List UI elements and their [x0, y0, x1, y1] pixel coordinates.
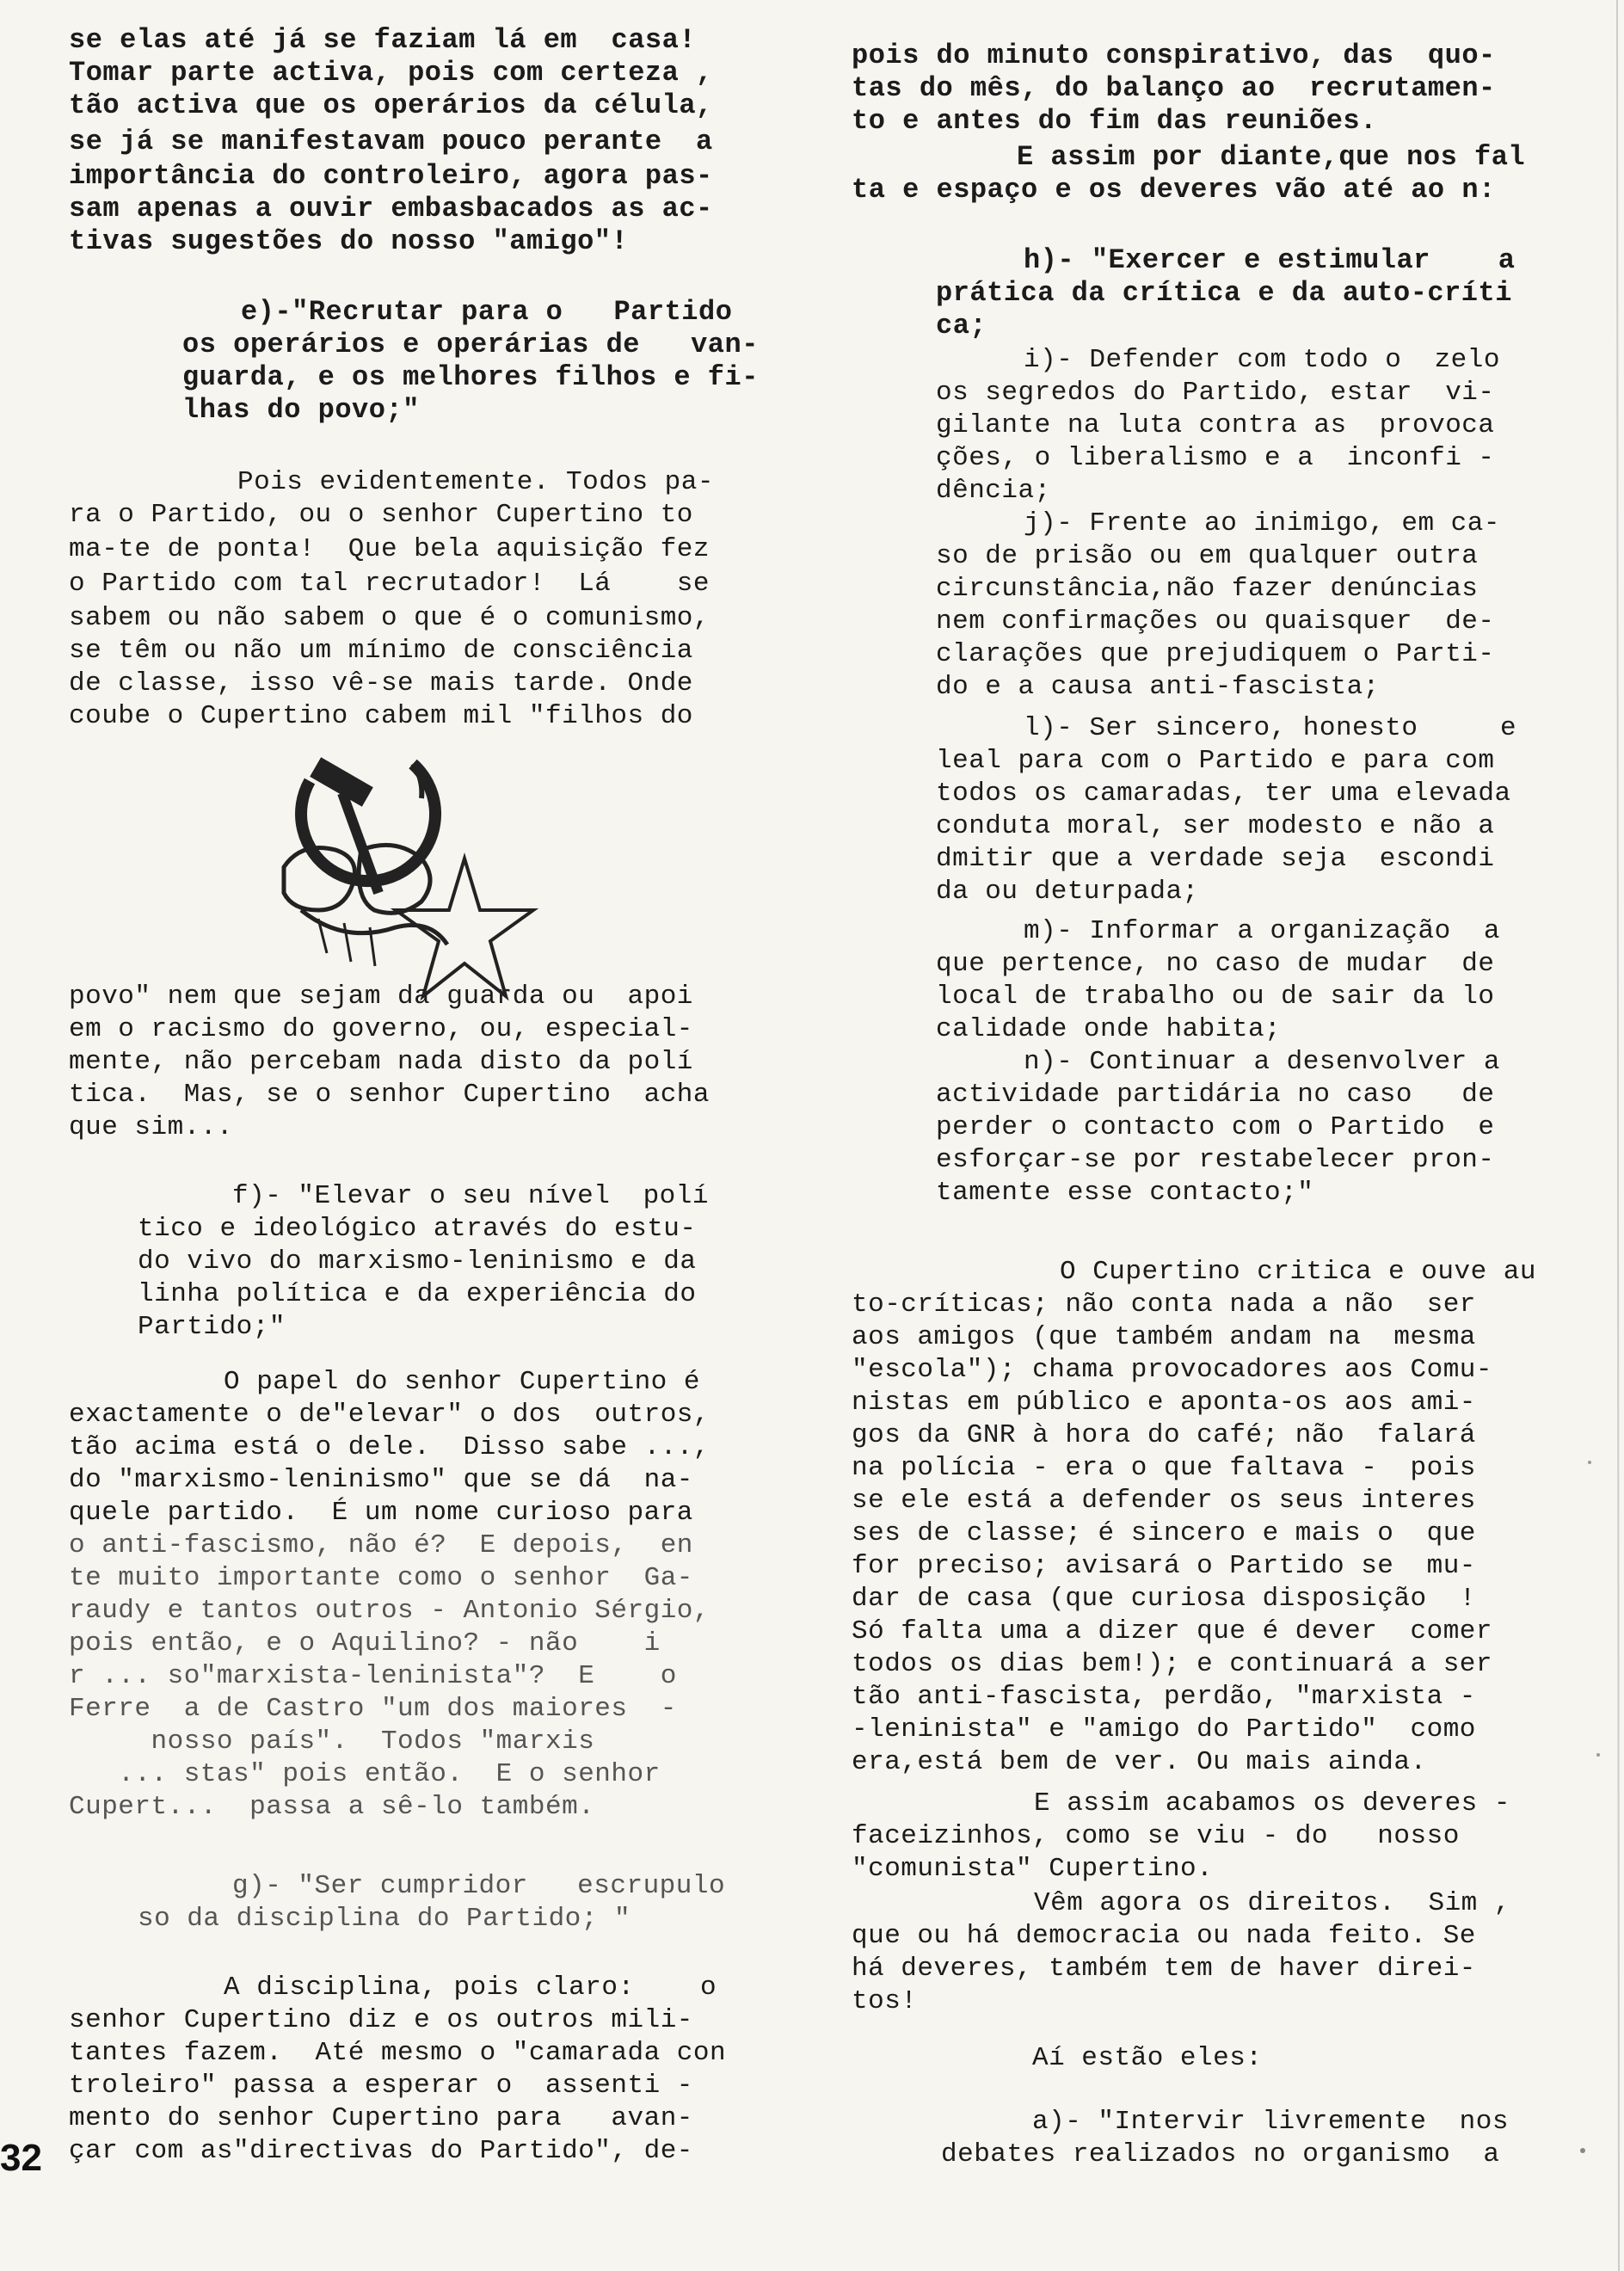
text-line: tas do mês, do balanço ao recrutamen-	[852, 72, 1496, 104]
text-line: perder o contacto com o Partido e	[936, 1112, 1495, 1142]
text-line: era,está bem de ver. Ou mais ainda.	[852, 1747, 1427, 1777]
text-line: Vêm agora os direitos. Sim ,	[1034, 1888, 1510, 1918]
text-line: exactamente o de"elevar" o dos outros,	[69, 1400, 710, 1430]
text-line: nem confirmações ou quaisquer de-	[936, 606, 1495, 637]
text-line: Pois evidentemente. Todos pa-	[237, 467, 714, 497]
text-line: "escola"); chama provocadores aos Comu-	[852, 1355, 1493, 1385]
text-line: se ele está a defender os seus interes	[852, 1486, 1476, 1516]
text-line: Cupert... passa a sê-lo também.	[69, 1792, 595, 1822]
text-line: pois do minuto conspirativo, das quo-	[852, 40, 1496, 71]
text-line: ra o Partido, ou o senhor Cupertino to	[69, 500, 693, 530]
text-line: faceizinhos, como se viu - do nosso	[852, 1821, 1460, 1851]
text-line: Partido;"	[138, 1312, 286, 1342]
text-line: que sim...	[69, 1112, 234, 1142]
text-line: há deveres, também tem de haver direi-	[852, 1954, 1476, 1984]
text-line: todos os camaradas, ter uma elevada	[936, 779, 1511, 809]
text-line: f)- "Elevar o seu nível polí	[232, 1181, 709, 1211]
text-line: E assim por diante,que nos fal	[1017, 141, 1526, 173]
text-line: dar de casa (que curiosa disposição !	[852, 1584, 1476, 1614]
text-line: tantes fazem. Até mesmo o "camarada con	[69, 2038, 727, 2068]
page-number: 32	[0, 2137, 42, 2179]
text-line: n)- Continuar a desenvolver a	[1024, 1047, 1500, 1077]
text-line: h)- "Exercer e estimular a	[1024, 244, 1516, 276]
text-line: r ... so"marxista-leninista"? E o	[69, 1661, 677, 1691]
text-line: linha política e da experiência do	[138, 1279, 697, 1309]
text-line: lhas do povo;"	[182, 394, 420, 426]
text-line: Ferre a de Castro "um dos maiores -	[69, 1694, 677, 1724]
text-line: a)- "Intervir livremente nos	[1032, 2107, 1509, 2137]
text-line: senhor Cupertino diz e os outros mili-	[69, 2005, 693, 2035]
text-line: na polícia - era o que faltava - pois	[852, 1453, 1476, 1483]
text-line: coube o Cupertino cabem mil "filhos do	[69, 701, 693, 731]
text-line: prática da crítica e da auto-críti	[936, 277, 1512, 309]
text-line: j)- Frente ao inimigo, em ca-	[1024, 508, 1500, 539]
text-line: de classe, isso vê-se mais tarde. Onde	[69, 668, 693, 699]
text-line: g)- "Ser cumpridor escrupulo	[232, 1871, 726, 1901]
text-line: so da disciplina do Partido; "	[138, 1904, 631, 1934]
text-line: mento do senhor Cupertino para avan-	[69, 2103, 693, 2133]
text-line: tos!	[852, 1986, 918, 2016]
text-line: clarações que prejudiquem o Parti-	[936, 639, 1495, 669]
text-line: circunstância,não fazer denúncias	[936, 574, 1479, 604]
text-line: so de prisão ou em qualquer outra	[936, 541, 1479, 571]
text-line: nistas em público e aponta-os aos ami-	[852, 1388, 1476, 1418]
text-line: tão activa que os operários da célula,	[69, 89, 713, 121]
text-line: os segredos do Partido, estar vi-	[936, 378, 1495, 408]
text-line: troleiro" passa a esperar o assenti -	[69, 2071, 693, 2101]
text-line: guarda, e os melhores filhos e fi-	[182, 361, 759, 393]
text-line: se já se manifestavam pouco perante a	[69, 126, 713, 157]
text-line: raudy e tantos outros - Antonio Sérgio,	[69, 1596, 710, 1626]
text-line: ma-te de ponta! Que bela aquisição fez	[69, 534, 710, 564]
text-line: l)- Ser sincero, honesto e	[1024, 713, 1517, 743]
text-line: tamente esse contacto;"	[936, 1178, 1314, 1208]
text-line: E assim acabamos os deveres -	[1034, 1788, 1510, 1819]
text-line: quele partido. É um nome curioso para	[69, 1498, 693, 1528]
text-line: do e a causa anti-fascista;	[936, 672, 1380, 702]
text-line: ses de classe; é sincero e mais o que	[852, 1518, 1476, 1548]
text-line: dência;	[936, 476, 1051, 506]
text-line: importância do controleiro, agora pas-	[69, 160, 713, 192]
text-line: çar com as"directivas do Partido", de-	[69, 2136, 693, 2166]
text-line: calidade onde habita;	[936, 1014, 1282, 1044]
text-line: gos da GNR à hora do café; não falará	[852, 1420, 1476, 1450]
text-line: esforçar-se por restabelecer pron-	[936, 1145, 1495, 1175]
text-line: mente, não percebam nada disto da polí	[69, 1047, 693, 1077]
text-line: tico e ideológico através do estu-	[138, 1214, 697, 1244]
text-line: Só falta uma a dizer que é dever comer	[852, 1616, 1493, 1646]
scan-noise-edge	[1572, 0, 1624, 2271]
text-line: pois então, e o Aquilino? - não i	[69, 1628, 661, 1659]
text-line: do vivo do marxismo-leninismo e da	[138, 1246, 697, 1277]
text-line: que ou há democracia ou nada feito. Se	[852, 1921, 1476, 1951]
text-line: actividade partidária no caso de	[936, 1080, 1495, 1110]
text-line: tão anti-fascista, perdão, "marxista -	[852, 1682, 1476, 1712]
text-line: em o racismo do governo, ou, especial-	[69, 1014, 693, 1044]
text-line: -leninista" e "amigo do Partido" como	[852, 1714, 1476, 1745]
text-line: todos os dias bem!); e continuará a ser	[852, 1649, 1493, 1679]
text-line: i)- Defender com todo o zelo	[1024, 345, 1500, 375]
text-line: Tomar parte activa, pois com certeza ,	[69, 57, 713, 89]
text-line: m)- Informar a organização a	[1024, 916, 1500, 946]
text-line: Aí estão eles:	[1032, 2043, 1263, 2073]
text-line: ... stas" pois então. E o senhor	[69, 1759, 661, 1789]
text-line: gilante na luta contra as provoca	[936, 410, 1495, 440]
text-line: local de trabalho ou de sair da lo	[936, 982, 1495, 1012]
text-line: o anti-fascismo, não é? E depois, en	[69, 1530, 693, 1560]
text-line: to-críticas; não conta nada a não ser	[852, 1289, 1476, 1320]
text-line: se têm ou não um mínimo de consciência	[69, 636, 693, 666]
text-line: O papel do senhor Cupertino é	[224, 1367, 700, 1397]
text-line: aos amigos (que também andam na mesma	[852, 1322, 1476, 1352]
text-line: ca;	[936, 310, 987, 342]
text-line: do "marxismo-leninismo" que se dá na-	[69, 1465, 693, 1495]
text-line: povo" nem que sejam da guarda ou apoi	[69, 982, 693, 1012]
text-line: for preciso; avisará o Partido se mu-	[852, 1551, 1476, 1581]
text-line: sabem ou não sabem o que é o comunismo,	[69, 603, 710, 633]
text-line: te muito importante como o senhor Ga-	[69, 1563, 693, 1593]
text-line: "comunista" Cupertino.	[852, 1854, 1214, 1884]
text-line: ções, o liberalismo e a inconfi -	[936, 443, 1495, 473]
text-line: ta e espaço e os deveres vão até ao n:	[852, 174, 1496, 206]
text-line: A disciplina, pois claro: o	[224, 1973, 717, 2003]
text-line: e)-"Recrutar para o Partido	[241, 296, 733, 328]
text-line: da ou deturpada;	[936, 877, 1199, 907]
text-line: tica. Mas, se o senhor Cupertino acha	[69, 1080, 710, 1110]
text-line: tão acima está o dele. Disso sabe ...,	[69, 1432, 710, 1462]
text-line: sam apenas a ouvir embasbacados as ac-	[69, 193, 713, 225]
text-line: debates realizados no organismo a	[941, 2139, 1500, 2169]
text-line: leal para com o Partido e para com	[936, 746, 1495, 776]
text-line: que pertence, no caso de mudar de	[936, 949, 1495, 979]
text-line: nosso país". Todos "marxis	[69, 1726, 595, 1757]
hammer-sickle-star-emblem	[249, 747, 559, 1005]
text-line: o Partido com tal recrutador! Lá se	[69, 569, 710, 599]
text-line: se elas até já se faziam lá em casa!	[69, 24, 697, 56]
text-line: to e antes do fim das reuniões.	[852, 105, 1377, 137]
text-line: dmitir que a verdade seja escondi	[936, 844, 1495, 874]
text-line: conduta moral, ser modesto e não a	[936, 811, 1495, 841]
text-line: os operários e operárias de van-	[182, 329, 759, 360]
text-line: O Cupertino critica e ouve au	[1060, 1257, 1536, 1287]
text-line: tivas sugestões do nosso "amigo"!	[69, 225, 629, 257]
